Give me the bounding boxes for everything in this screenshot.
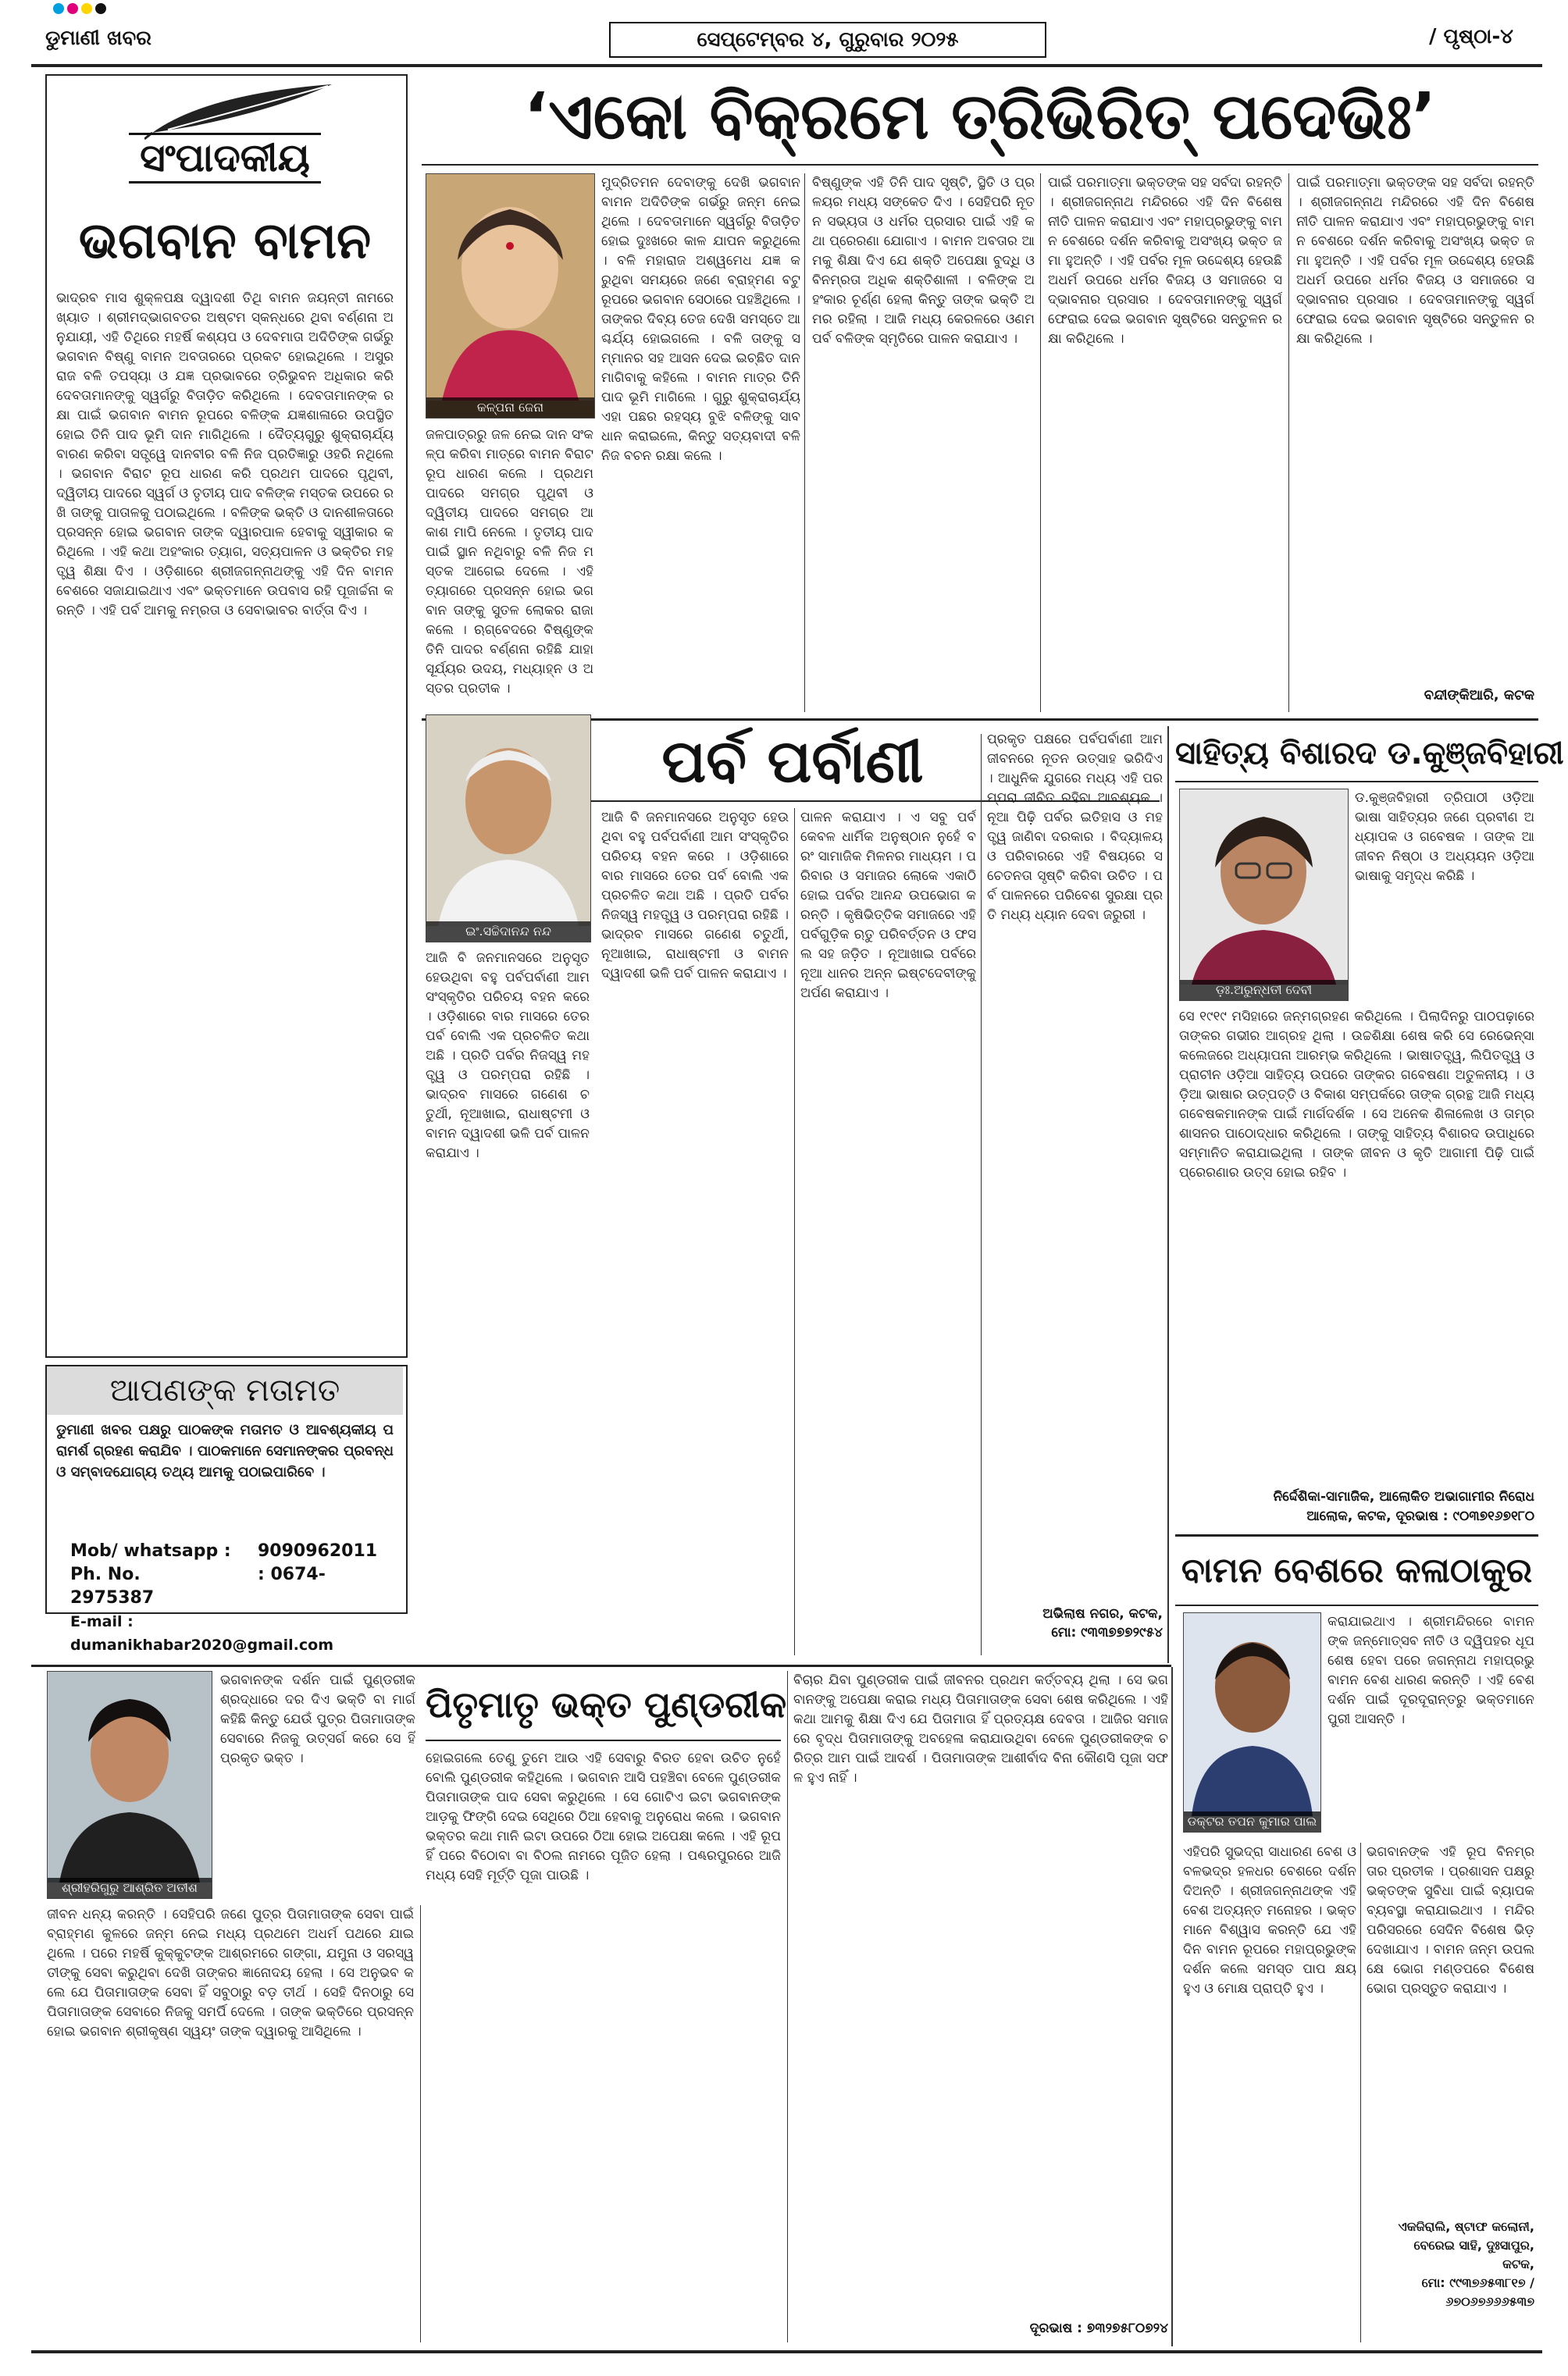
kalathakura-byline-1: ଏକଜିରାଲି, ଷ୍ଟାଫ କଲୋନୀ, — [1398, 2219, 1534, 2234]
pundarika-byline: ଦୂରଭାଷ : ୭୩୨୭୫୮୦୭୨୪ — [1029, 2321, 1168, 2336]
kunjabihari-byline — [1179, 1487, 1534, 1526]
vikrame-col1: ମୁଦ୍ରିତମନ ଦେବାଙ୍କୁ ଦେଖି ଭଗବାନ ବାମନ ଅଦିତିଙ୍କ ଗର୍ଭରୁ ଜନ୍ମ ନେଇଥିଲେ । ଦେବତାମାନେ ସ୍ୱର୍ଗରୁ ବିତାଡ଼ିତ ହୋଇ ଦୁଃଖରେ କାଳ ଯାପନ କରୁଥିଲେ । ବଳି ମହାରାଜ ଅଶ୍ୱମେଧ ଯଜ୍ଞ କରୁଥିବା ସମୟରେ ଜଣେ ବ୍ରାହ୍ମଣ ବଟୁ ରୂପରେ ଭଗବାନ ସେଠାରେ ପହଞ୍ଚିଥିଲେ । ତାଙ୍କର ଦିବ୍ୟ ତେଜ ଦେଖି ସମସ୍ତେ ଆଶ୍ଚର୍ଯ୍ୟ ହୋଇଗଲେ । ବଳି ତାଙ୍କୁ ସମ୍ମାନର ସହ ଆସନ ଦେଇ ଇଚ୍ଛିତ ଦାନ ମାଗିବାକୁ କହିଲେ । ବାମନ ମାତ୍ର ତିନି ପାଦ ଭୂମି ମାଗିଲେ । ଗୁରୁ ଶୁକ୍ରାଚାର୍ଯ୍ୟ ଏହା ପଛର ରହସ୍ୟ ବୁଝି ବଳିଙ୍କୁ ସାବଧାନ କରାଇଲେ, କିନ୍ତୁ ସତ୍ୟବାଦୀ ବଳି ନିଜ ବଚନ ରକ୍ଷା କଲେ । — [601, 175, 800, 464]
vikrame-col4: ପାଇଁ ପରମାତ୍ମା ଭକ୍ତଙ୍କ ସହ ସର୍ବଦା ରହନ୍ତି । ଶ୍ରୀଜଗନ୍ନାଥ ମନ୍ଦିରରେ ଏହି ଦିନ ବିଶେଷ ନୀତି ପାଳନ କରାଯାଏ ଏବଂ ମହାପ୍ରଭୁଙ୍କୁ ବାମନ ବେଶରେ ଦର୍ଶନ କରିବାକୁ ଅସଂଖ୍ୟ ଭକ୍ତ ଜମା ହୁଅନ୍ତି । ଏହି ପର୍ବର ମୂଳ ଉଦ୍ଦେଶ୍ୟ ହେଉଛି ଅଧର୍ମ ଉପରେ ଧର୍ମର ବିଜୟ ଓ ସମାଜରେ ସଦ୍ଭାବନାର ପ୍ରସାର । ଦେବତାମାନଙ୍କୁ ସ୍ୱର୍ଗ ଫେରାଇ ଦେଇ ଭଗବାନ ସୃଷ୍ଟିରେ ସନ୍ତୁଳନ ରକ୍ଷା କରିଥିଲେ । — [1048, 175, 1282, 347]
page-number: / ପୃଷ୍ଠା-୪ — [1429, 25, 1513, 48]
editorial-body: ଭାଦ୍ରବ ମାସ ଶୁକ୍ଳପକ୍ଷ ଦ୍ୱାଦଶୀ ତିଥି ବାମନ ଜୟନ୍ତୀ ନାମରେ ଖ୍ୟାତ । ଶ୍ରୀମଦ୍ଭାଗବତର ଅଷ୍ଟମ ସ୍କନ୍ଧରେ ଥିବା ବର୍ଣ୍ଣନା ଅନୁଯାୟୀ, ଏହି ତିଥିରେ ମହର୍ଷି କଶ୍ୟପ ଓ ଦେବମାତା ଅଦିତିଙ୍କ ଗର୍ଭରୁ ଭଗବାନ ବିଷ୍ଣୁ ବାମନ ଅବତାରରେ ପ୍ରକଟ ହୋଇଥିଲେ । ଅସୁରରାଜ ବଳି ତପସ୍ୟା ଓ ଯଜ୍ଞ ପ୍ରଭାବରେ ତ୍ରିଭୁବନ ଅଧିକାର କରି ଦେବତାମାନଙ୍କୁ ସ୍ୱର୍ଗରୁ ବିତାଡ଼ିତ କରିଥିଲେ । ଦେବତାମାନଙ୍କ ରକ୍ଷା ପାଇଁ ଭଗବାନ ବାମନ ରୂପରେ ବଳିଙ୍କ ଯଜ୍ଞଶାଳାରେ ଉପସ୍ଥିତ ହୋଇ ତିନି ପାଦ ଭୂମି ଦାନ ମାଗିଥିଲେ । ଦୈତ୍ୟଗୁରୁ ଶୁକ୍ରାଚାର୍ଯ୍ୟ ବାରଣ କରିବା ସତ୍ତ୍ୱେ ଦାନବୀର ବଳି ନିଜ ପ୍ରତିଜ୍ଞାରୁ ଓହରି ନଥିଲେ । ଭଗବାନ ବିରାଟ ରୂପ ଧାରଣ କରି ପ୍ରଥମ ପାଦରେ ପୃଥିବୀ, ଦ୍ୱିତୀୟ ପାଦରେ ସ୍ୱର୍ଗ ଓ ତୃତୀୟ ପାଦ ବଳିଙ୍କ ମସ୍ତକ ଉପରେ ରଖି ତାଙ୍କୁ ପାତାଳକୁ ପଠାଇଥିଲେ । ବଳିଙ୍କ ଭକ୍ତି ଓ ଦାନଶୀଳତାରେ ପ୍ରସନ୍ନ ହୋଇ ଭଗବାନ ତାଙ୍କ ଦ୍ୱାରପାଳ ହେବାକୁ ସ୍ୱୀକାର କରିଥିଲେ । ଏହି କଥା ଅହଂକାର ତ୍ୟାଗ, ସତ୍ୟପାଳନ ଓ ଭକ୍ତିର ମହତ୍ତ୍ୱ ଶିକ୍ଷା ଦିଏ । ଓଡ଼ିଶାରେ ଶ୍ରୀଜଗନ୍ନାଥଙ୍କୁ ଏହି ଦିନ ବାମନ ବେଶରେ ସଜାଯାଇଥାଏ ଏବଂ ଭକ୍ତମାନେ ଉପବାସ ରହି ପୂଜାର୍ଚ୍ଚନା କରନ୍ତି । ଏହି ପର୍ବ ଆମକୁ ନମ୍ରତା ଓ ସେବାଭାବର ବାର୍ତ୍ତା ଦିଏ । — [56, 290, 394, 618]
tapan-pal-caption: ଡକ୍ଟର ତପନ କୁମାର ପାଲ — [1184, 1811, 1320, 1832]
phone-value[interactable]: : 0674-2975387 — [70, 1565, 326, 1608]
tapan-pal-photo — [1183, 1612, 1321, 1833]
pundarika-col3: ବିଚାର ଯିବା ପୁଣ୍ଡରୀକ ପାଇଁ ଜୀବନର ପ୍ରଥମ କର୍ତ୍ତବ୍ୟ ଥିଲା । ସେ ଭଗବାନଙ୍କୁ ଅପେକ୍ଷା କରାଇ ମଧ୍ୟ ପିତାମାତାଙ୍କ ସେବା ଶେଷ କରିଥିଲେ । ଏହି କଥା ଆମକୁ ଶିକ୍ଷା ଦିଏ ଯେ ପିତାମାତା ହିଁ ପ୍ରତ୍ୟକ୍ଷ ଦେବତା । ଆଜିର ସମାଜରେ ବୃଦ୍ଧ ପିତାମାତାଙ୍କୁ ଅବହେଳା କରାଯାଉଥିବା ବେଳେ ପୁଣ୍ଡରୀକଙ୍କ ଚରିତ୍ର ଆମ ପାଇଁ ଆଦର୍ଶ । ପିତାମାତାଙ୍କ ଆଶୀର୍ବାଦ ବିନା କୌଣସି ପୂଜା ସଫଳ ହୁଏ ନାହିଁ । — [793, 1672, 1168, 1786]
editorial-title: ଭଗବାନ ବାମନ — [78, 212, 372, 270]
kunjabihari-byline-2: ଆଲୋକ, କଟକ, ଦୂରଭାଷ : ୯୦୩୭୧୬୭୧୮୦ — [1306, 1509, 1534, 1524]
kalathakura-byline-3: କଟକ, — [1502, 2257, 1534, 2271]
pundarika-col1: ଜୀବନ ଧନ୍ୟ କରନ୍ତି । ସେହିପରି ଜଣେ ପୁତ୍ର ପିତାମାତାଙ୍କ ସେବା ପାଇଁ ବ୍ରାହ୍ମଣ କୁଳରେ ଜନ୍ମ ନେଇ ମଧ୍ୟ ପ୍ରଥମେ ଅଧର୍ମ ପଥରେ ଯାଇଥିଲେ । ପରେ ମହର୍ଷି କୁକ୍କୁଟଙ୍କ ଆଶ୍ରମରେ ଗଙ୍ଗା, ଯମୁନା ଓ ସରସ୍ୱତୀଙ୍କୁ ସେବା କରୁଥିବା ଦେଖି ତାଙ୍କର ଜ୍ଞାନୋଦୟ ହେଲା । ସେ ଅନୁଭବ କଲେ ଯେ ପିତାମାତାଙ୍କ ସେବା ହିଁ ସବୁଠାରୁ ବଡ଼ ତୀର୍ଥ । ସେହି ଦିନଠାରୁ ସେ ପିତାମାତାଙ୍କ ସେବାରେ ନିଜକୁ ସମର୍ପି ଦେଲେ । ତାଙ୍କ ଭକ୍ତିରେ ପ୍ରସନ୍ନ ହୋଇ ଭଗବାନ ଶ୍ରୀକୃଷ୍ଣ ସ୍ୱୟଂ ତାଙ୍କ ଦ୍ୱାରକୁ ଆସିଥିଲେ । — [47, 1907, 414, 2039]
vikrame-byline: ବନ୍ଦୀଙ୍କିଆରି, କଟକ — [1424, 687, 1534, 704]
pundarika-intro: ଭଗବାନଙ୍କ ଦର୍ଶନ ପାଇଁ ପୁଣ୍ଡରୀକ ଶ୍ରଦ୍ଧାରେ ଦର ଦିଏ ଭକ୍ତି ବା ମାର୍ଗ କହିଛି କିନ୍ତୁ ଯେଉଁ ପୁତ୍ର ପିତାମାତାଙ୍କ ସେବାରେ ନିଜକୁ ଉତ୍ସର୍ଗ କରେ ସେ ହିଁ ପ୍ରକୃତ ଭକ୍ତ । — [220, 1672, 415, 1766]
vikrame-col3: ବିଷ୍ଣୁଙ୍କ ଏହି ତିନି ପାଦ ସୃଷ୍ଟି, ସ୍ଥିତି ଓ ପ୍ରଳୟର ମଧ୍ୟ ସଙ୍କେତ ଦିଏ । ସେହିପରି ନୂତନ ସଭ୍ୟତା ଓ ଧର୍ମର ପ୍ରସାର ପାଇଁ ଏହି କଥା ପ୍ରେରଣା ଯୋଗାଏ । ବାମନ ଅବତାର ଆମକୁ ଶିକ୍ଷା ଦିଏ ଯେ ଶକ୍ତି ଅପେକ୍ଷା ବୁଦ୍ଧି ଓ ବିନମ୍ରତା ଅଧିକ ଶକ୍ତିଶାଳୀ । ବଳିଙ୍କ ଅହଂକାର ଚୂର୍ଣ୍ଣ ହେଲା କିନ୍ତୁ ତାଙ୍କ ଭକ୍ତି ଅମର ରହିଲା । ଆଜି ମଧ୍ୟ କେରଳରେ ଓଣମ ପର୍ବ ବଳିଙ୍କ ସ୍ମୃତିରେ ପାଳନ କରାଯାଏ । — [812, 175, 1035, 347]
vikrame-headline-rule — [422, 164, 1538, 166]
column-divider-bottom-right — [1171, 1667, 1173, 2346]
parba-byline — [987, 1605, 1163, 1642]
parba-col1b: ଆଜି ବି ଜନମାନସରେ ଅନୁସୃତ ହେଉଥିବା ବହୁ ପର୍ବପର୍ବାଣୀ ଆମ ସଂସ୍କୃତିର ପରିଚୟ ବହନ କରେ । ଓଡ଼ିଶାରେ ବାର ମାସରେ ତେର ପର୍ବ ବୋଲି ଏକ ପ୍ରଚଳିତ କଥା ଅଛି । ପ୍ରତି ପର୍ବର ନିଜସ୍ୱ ମହତ୍ତ୍ୱ ଓ ପରମ୍ପରା ରହିଛି । ଭାଦ୍ରବ ମାସରେ ଗଣେଶ ଚତୁର୍ଥୀ, ନୂଆଖାଇ, ରାଧାଷ୍ଟମୀ ଓ ବାମନ ଦ୍ୱାଦଶୀ ଭଳି ପର୍ବ ପାଳନ କରାଯାଏ । — [601, 810, 789, 981]
kunjabihari-rule — [1175, 781, 1538, 782]
parba-divider-2 — [981, 734, 982, 1655]
kunjabihari-intro: ଡ.କୁଞ୍ଜବିହାରୀ ତ୍ରିପାଠୀ ଓଡ଼ିଆ ଭାଷା ସାହିତ୍ୟର ଜଣେ ପ୍ରବୀଣ ଅଧ୍ୟାପକ ଓ ଗବେଷକ । ତାଙ୍କ ଆଜୀବନ ନିଷ୍ଠା ଓ ଅଧ୍ୟୟନ ଓଡ଼ିଆ ଭାଷାକୁ ସମୃଦ୍ଧ କରିଛି । — [1355, 790, 1534, 884]
opinion-title: ଆପଣଙ୍କ ମତାମତ — [109, 1373, 340, 1409]
parba-headline: ପର୍ବ ପର୍ବାଣୀ — [661, 726, 924, 796]
kunjabihari-headline: ସାହିତ୍ୟ ବିଶାରଦ ଡ.କୁଞ୍ଜବିହାରୀ — [1175, 736, 1564, 771]
kalathakura-byline-2: ବେରେଇ ସାହି, ଦୁଃସାପୁର, — [1413, 2238, 1534, 2253]
vikrame-divider-3 — [1288, 173, 1289, 712]
parba-divider-1 — [794, 808, 795, 1655]
parba-col2: ପାଳନ କରାଯାଏ । ଏ ସବୁ ପର୍ବ କେବଳ ଧାର୍ମିକ ଅନୁଷ୍ଠାନ ନୁହେଁ ବରଂ ସାମାଜିକ ମିଳନର ମାଧ୍ୟମ । ପରିବାର ଓ ସମାଜର ଲୋକେ ଏକାଠି ହୋଇ ପର୍ବର ଆନନ୍ଦ ଉପଭୋଗ କରନ୍ତି । କୃଷିଭିତ୍ତିକ ସମାଜରେ ଏହି ପର୍ବଗୁଡ଼ିକ ଋତୁ ପରିବର୍ତ୍ତନ ଓ ଫସଲ ସହ ଜଡ଼ିତ । ନୂଆଖାଇ ପର୍ବରେ ନୂଆ ଧାନର ଅନ୍ନ ଇଷ୍ଟଦେବୀଙ୍କୁ ଅର୍ପଣ କରାଯାଏ । — [800, 810, 976, 1001]
arundhati-photo — [1179, 789, 1349, 1001]
vikrame-col5: ପାଇଁ ପରମାତ୍ମା ଭକ୍ତଙ୍କ ସହ ସର୍ବଦା ରହନ୍ତି । ଶ୍ରୀଜଗନ୍ନାଥ ମନ୍ଦିରରେ ଏହି ଦିନ ବିଶେଷ ନୀତି ପାଳନ କରାଯାଏ ଏବଂ ମହାପ୍ରଭୁଙ୍କୁ ବାମନ ବେଶରେ ଦର୍ଶନ କରିବାକୁ ଅସଂଖ୍ୟ ଭକ୍ତ ଜମା ହୁଅନ୍ତି । ଏହି ପର୍ବର ମୂଳ ଉଦ୍ଦେଶ୍ୟ ହେଉଛି ଅଧର୍ମ ଉପରେ ଧର୍ମର ବିଜୟ ଓ ସମାଜରେ ସଦ୍ଭାବନାର ପ୍ରସାର । ଦେବତାମାନଙ୍କୁ ସ୍ୱର୍ଗ ଫେରାଇ ଦେଇ ଭଗବାନ ସୃଷ୍ଟିରେ ସନ୍ତୁଳନ ରକ୍ଷା କରିଥିଲେ । — [1296, 175, 1534, 347]
pundarika-divider-1 — [420, 1905, 421, 2342]
cyan-dot — [53, 3, 64, 14]
parba-col3: ପ୍ରକୃତ ପକ୍ଷରେ ପର୍ବପର୍ବାଣୀ ଆମ ଜୀବନରେ ନୂତନ ଉତ୍ସାହ ଭରିଦିଏ । ଆଧୁନିକ ଯୁଗରେ ମଧ୍ୟ ଏହି ପରମ୍ପରା ଜୀବିତ ରହିବା ଆବଶ୍ୟକ । ନୂଆ ପିଢ଼ି ପର୍ବର ଇତିହାସ ଓ ମହତ୍ତ୍ୱ ଜାଣିବା ଦରକାର । ବିଦ୍ୟାଳୟ ଓ ପରିବାରରେ ଏହି ବିଷୟରେ ସଚେତନତା ସୃଷ୍ଟି କରିବା ଉଚିତ । ପର୍ବ ପାଳନରେ ପରିବେଶ ସୁରକ୍ଷା ପ୍ରତି ମଧ୍ୟ ଧ୍ୟାନ ଦେବା ଜରୁରୀ । — [987, 732, 1163, 923]
yellow-dot — [81, 3, 92, 14]
quill-icon — [144, 78, 340, 141]
kalathakura-byline-4: ମୋ: ୯୯୩୭୬୫୩୮୧୭ / — [1421, 2275, 1534, 2290]
column-divider-right — [1167, 726, 1169, 1663]
mob-value[interactable]: 9090962011 — [258, 1541, 378, 1561]
kalpana-jena-caption: କଳ୍ପନା ଜେନା — [426, 397, 594, 418]
email-line[interactable]: E-mail : dumanikhabar2020@gmail.com — [70, 1613, 334, 1654]
vikrame-headline: ‘ଏକୋ ବିକ୍ରମେ ତ୍ରିଭିରିତ୍ ପଦେଭିଃ’ — [523, 80, 1437, 154]
pundarika-col2: ହୋଇଗଲେ ତେଣୁ ତୁମେ ଆଉ ଏହି ସେବାରୁ ବିରତ ହେବା ଉଚିତ ନୁହେଁ ବୋଲି ପୁଣ୍ଡରୀକ କହିଥିଲେ । ଭଗବାନ ଆସି ପହଞ୍ଚିବା ବେଳେ ପୁଣ୍ଡରୀକ ପିତାମାତାଙ୍କ ପାଦ ସେବା କରୁଥିଲେ । ସେ ଗୋଟିଏ ଇଟା ଭଗବାନଙ୍କ ଆଡ଼କୁ ଫିଙ୍ଗି ଦେଇ ସେଥିରେ ଠିଆ ହେବାକୁ ଅନୁରୋଧ କଲେ । ଭଗବାନ ଭକ୍ତର କଥା ମାନି ଇଟା ଉପରେ ଠିଆ ହୋଇ ଅପେକ୍ଷା କଲେ । ଏହି ରୂପ ହିଁ ପରେ ବିଠୋବା ବା ବିଠଲ ନାମରେ ପୂଜିତ ହେଲା । ପଣ୍ଢରପୁରରେ ଆଜି ମଧ୍ୟ ସେହି ମୂର୍ତ୍ତି ପୂଜା ପାଉଛି । — [426, 1751, 781, 1883]
sachidananda-caption: ଇଂ.ସଚ୍ଚିଦାନନ୍ଦ ନନ୍ଦ — [426, 921, 590, 942]
cmyk-dots — [53, 3, 106, 14]
kunjabihari-byline-1: ନିର୍ଦ୍ଦେଶିକା-ସାମାଜିକ, ଆଲୋକିତ ଅଭାଗାମୀର ନିରୋଧ — [1273, 1489, 1534, 1505]
kunjabihari-body: ସେ ୧୯୧୯ ମସିହାରେ ଜନ୍ମଗ୍ରହଣ କରିଥିଲେ । ପିଲାଦିନରୁ ପାଠପଢ଼ାରେ ତାଙ୍କର ଗଭୀର ଆଗ୍ରହ ଥିଲା । ଉଚ୍ଚଶିକ୍ଷା ଶେଷ କରି ସେ ରେଭେନ୍ସା କଲେଜରେ ଅଧ୍ୟାପନା ଆରମ୍ଭ କରିଥିଲେ । ଭାଷାତତ୍ତ୍ୱ, ଲିପିତତ୍ତ୍ୱ ଓ ପ୍ରାଚୀନ ଓଡ଼ିଆ ସାହିତ୍ୟ ଉପରେ ତାଙ୍କର ଗବେଷଣା ଅତୁଳନୀୟ । ଓଡ଼ିଆ ଭାଷାର ଉତ୍ପତ୍ତି ଓ ବିକାଶ ସମ୍ପର୍କରେ ତାଙ୍କ ଗ୍ରନ୍ଥ ଆଜି ମଧ୍ୟ ଗବେଷକମାନଙ୍କ ପାଇଁ ମାର୍ଗଦର୍ଶକ । ସେ ଅନେକ ଶିଳାଲେଖ ଓ ତାମ୍ରଶାସନର ପାଠୋଦ୍ଧାର କରିଥିଲେ । ତାଙ୍କୁ ସାହିତ୍ୟ ବିଶାରଦ ଉପାଧିରେ ସମ୍ମାନିତ କରାଯାଇଥିଲା । ତାଙ୍କ ଜୀବନ ଓ କୃତି ଆଗାମୀ ପିଢ଼ି ପାଇଁ ପ୍ରେରଣାର ଉତ୍ସ ହୋଇ ରହିବ । — [1179, 1009, 1534, 1181]
parba-byline-2: ମୋ: ୯୩୩୭୭୭୨୯୫୪ — [1051, 1625, 1163, 1640]
kalpana-jena-photo — [426, 173, 595, 419]
opinion-body: ଡୁମାଣୀ ଖବର ପକ୍ଷରୁ ପାଠକଙ୍କ ମତାମତ ଓ ଆବଶ୍ୟକୀୟ ପରାମର୍ଶ ଗ୍ରହଣ କରାଯିବ । ପାଠକମାନେ ସେମାନଙ୍କର ପ୍ରବନ୍ଧ ଓ ସମ୍ବାଦଯୋଗ୍ୟ ତଥ୍ୟ ଆମକୁ ପଠାଇପାରିବେ । — [56, 1422, 394, 1480]
kalathakura-byline-5: ୬୭୦୬୭୬୬୬୫୩୭ — [1445, 2294, 1534, 2309]
atish-photo — [47, 1671, 212, 1899]
phone-label: Ph. No. — [70, 1565, 141, 1584]
editorial-section-label: ସଂପାଦକୀୟ — [129, 133, 321, 183]
arundhati-caption: ଡ଼ଃ.ଅରୁନ୍ଧତୀ ଦେବୀ — [1180, 980, 1348, 1000]
vikrame-col2-top: ଜଳପାତ୍ରରୁ ଜଳ ନେଇ ଦାନ ସଂକଳ୍ପ କରିବା ମାତ୍ରେ ବାମନ ବିରାଟ ରୂପ ଧାରଣ କଲେ । ପ୍ରଥମ ପାଦରେ ସମଗ୍ର ପୃଥିବୀ ଓ ଦ୍ୱିତୀୟ ପାଦରେ ସମଗ୍ର ଆକାଶ ମାପି ନେଲେ । ତୃତୀୟ ପାଦ ପାଇଁ ସ୍ଥାନ ନଥିବାରୁ ବଳି ନିଜ ମସ୍ତକ ଆଗେଇ ଦେଲେ । ଏହି ତ୍ୟାଗରେ ପ୍ରସନ୍ନ ହୋଇ ଭଗବାନ ତାଙ୍କୁ ସୁତଳ ଲୋକର ରାଜା କଲେ । ଋଗ୍ବେଦରେ ବିଷ୍ଣୁଙ୍କ ତିନି ପାଦର ବର୍ଣ୍ଣନା ରହିଛି ଯାହା ସୂର୍ଯ୍ୟର ଉଦୟ, ମଧ୍ୟାହ୍ନ ଓ ଅସ୍ତର ପ୍ରତୀକ । — [426, 427, 593, 696]
footer-rule — [31, 2350, 1542, 2353]
kunjabihari-bottom-rule — [1175, 1534, 1538, 1537]
kalathakura-divider — [1360, 1843, 1361, 2342]
paper-name: ଡୁମାଣୀ ଖବର — [45, 27, 151, 50]
issue-date: ସେପ୍ଟେମ୍ବର ୪, ଗୁରୁବାର ୨୦୨୫ — [697, 28, 959, 52]
parba-col1: ଆଜି ବି ଜନମାନସରେ ଅନୁସୃତ ହେଉଥିବା ବହୁ ପର୍ବପର୍ବାଣୀ ଆମ ସଂସ୍କୃତିର ପରିଚୟ ବହନ କରେ । ଓଡ଼ିଶାରେ ବାର ମାସରେ ତେର ପର୍ବ ବୋଲି ଏକ ପ୍ରଚଳିତ କଥା ଅଛି । ପ୍ରତି ପର୍ବର ନିଜସ୍ୱ ମହତ୍ତ୍ୱ ଓ ପରମ୍ପରା ରହିଛି । ଭାଦ୍ରବ ମାସରେ ଗଣେଶ ଚତୁର୍ଥୀ, ନୂଆଖାଇ, ରାଧାଷ୍ଟମୀ ଓ ବାମନ ଦ୍ୱାଦଶୀ ଭଳି ପର୍ବ ପାଳନ କରାଯାଏ । — [426, 950, 590, 1161]
vikrame-divider-1 — [804, 173, 805, 712]
atish-caption: ଶ୍ରୀହରିଗୁରୁ ଆଶ୍ରିତ ଅତୀଶ — [48, 1878, 212, 1898]
parba-byline-1: ଅଭିଲାଷ ନଗର, କଟକ, — [1042, 1606, 1163, 1622]
opinion-contacts — [70, 1540, 398, 1657]
pundarika-divider-2 — [787, 1671, 788, 2342]
pundarika-headline: ପିତୃମାତୃ ଭକ୍ତ ପୁଣ୍ଡରୀକ — [426, 1669, 781, 1741]
vikrame-divider-2 — [1040, 173, 1041, 712]
kalathakura-col1: କରାଯାଇଥାଏ । ଶ୍ରୀମନ୍ଦିରରେ ବାମନଙ୍କ ଜନ୍ମୋତ୍ସବ ନୀତି ଓ ଦ୍ୱିପହର ଧୂପ ଶେଷ ହେବା ପରେ ଜଗନ୍ନାଥ ମହାପ୍ରଭୁ ବାମନ ବେଶ ଧାରଣ କରନ୍ତି । ଏହି ବେଶ ଦର୍ଶନ ପାଇଁ ଦୂରଦୂରାନ୍ତରୁ ଭକ୍ତମାନେ ପୁରୀ ଆସନ୍ତି । — [1327, 1614, 1534, 1727]
mob-label: Mob/ whatsapp : — [70, 1541, 231, 1561]
opinion-title-bar — [47, 1366, 403, 1415]
section-rule-2 — [31, 1665, 1171, 1667]
kalathakura-headline: ବାମନ ବେଶରେ କଳାଠାକୁର — [1181, 1551, 1533, 1591]
kalathakura-col3: ଭଗବାନଙ୍କ ଏହି ରୂପ ବିନମ୍ରତାର ପ୍ରତୀକ । ପ୍ରଶାସନ ପକ୍ଷରୁ ଭକ୍ତଙ୍କ ସୁବିଧା ପାଇଁ ବ୍ୟାପକ ବ୍ୟବସ୍ଥା କରାଯାଇଥାଏ । ମନ୍ଦିର ପରିସରରେ ସେଦିନ ବିଶେଷ ଭିଡ଼ ଦେଖାଯାଏ । ବାମନ ଜନ୍ମ ଉପଲକ୍ଷେ ଭୋଗ ମଣ୍ଡପରେ ବିଶେଷ ଭୋଗ ପ୍ରସ୍ତୁତ କରାଯାଏ । — [1367, 1844, 1534, 1997]
date-box — [609, 22, 1046, 58]
editorial-label — [55, 133, 395, 183]
kalathakura-col2: ଏହିପରି ସୁଭଦ୍ରା ସାଧାରଣ ବେଶ ଓ ବଳଭଦ୍ର ହଳଧର ବେଶରେ ଦର୍ଶନ ଦିଅନ୍ତି । ଶ୍ରୀଜଗନ୍ନାଥଙ୍କ ଏହି ବେଶ ଅତ୍ୟନ୍ତ ମନୋହର । ଭକ୍ତମାନେ ବିଶ୍ୱାସ କରନ୍ତି ଯେ ଏହି ଦିନ ବାମନ ରୂପରେ ମହାପ୍ରଭୁଙ୍କ ଦର୍ଶନ କଲେ ସମସ୍ତ ପାପ କ୍ଷୟ ହୁଏ ଓ ମୋକ୍ଷ ପ୍ରାପ୍ତି ହୁଏ । — [1183, 1844, 1356, 1997]
kalathakura-byline — [1367, 2217, 1534, 2311]
kalathakura-rule — [1175, 1605, 1538, 1606]
sachidananda-photo — [426, 714, 591, 942]
black-dot — [95, 3, 106, 14]
masthead-rule — [31, 64, 1542, 67]
magenta-dot — [67, 3, 78, 14]
